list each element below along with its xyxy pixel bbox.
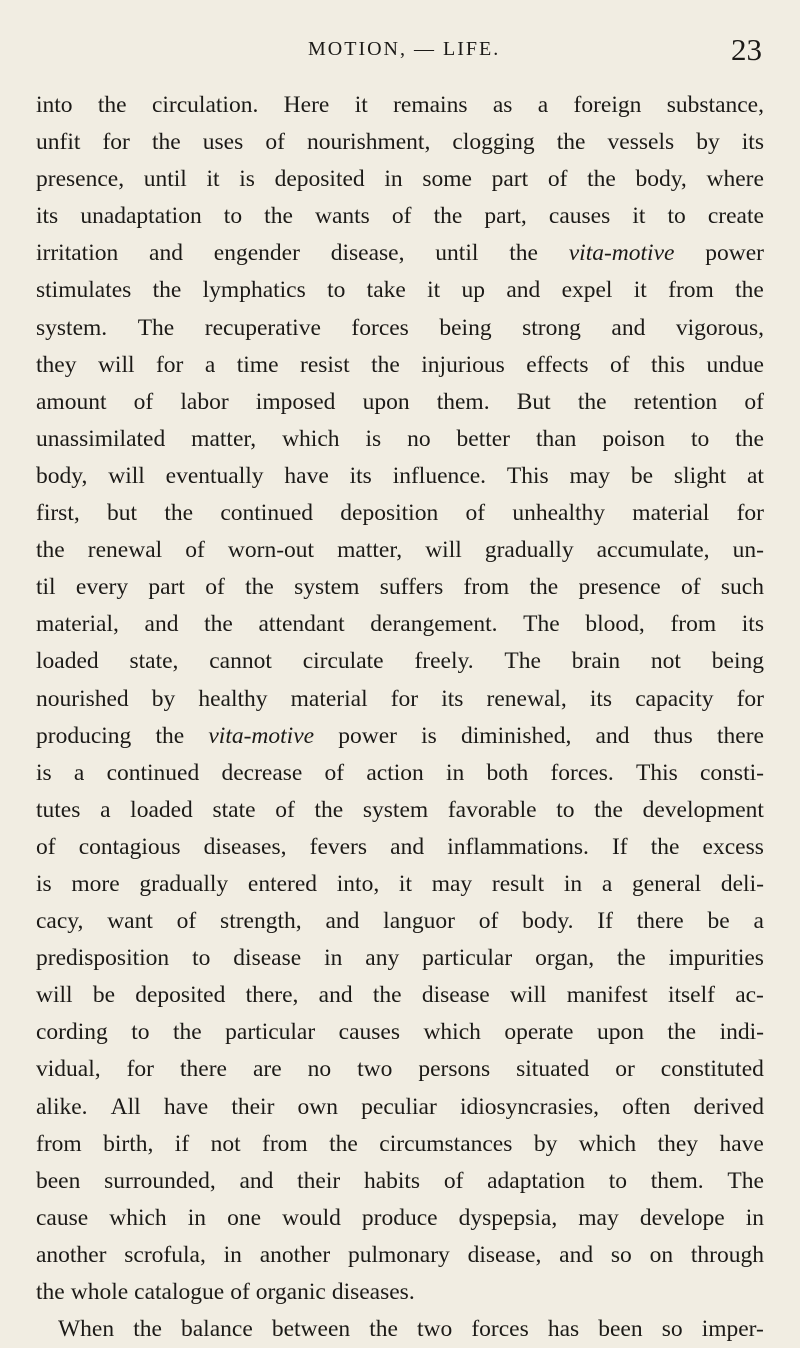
text-line: predisposition to disease in any particular organ, the impurities [36,945,764,972]
text-line: they will for a time resist the injurious effects of this undue [36,351,764,378]
running-head: MOTION, — LIFE. [308,38,501,60]
text-line: material, and the attendant derangement. The blood, from its [36,611,764,638]
text-line: alike. All have their own peculiar idiosyncrasies, often derived [36,1093,764,1120]
text-line: irritation and engender disease, until the vita-motive power [36,240,764,267]
text-line: producing the vita-motive power is diminished, and thus there [36,722,764,749]
text-line: into the circulation. Here it remains as a foreign substance, [36,92,764,118]
text-line: cacy, want of strength, and languor of body. If there be a [36,908,764,935]
text-line: the renewal of worn-out matter, will gradually accumulate, un- [36,537,764,564]
text-line: vidual, for there are no two persons situated or constituted [36,1056,764,1083]
text-line: loaded state, cannot circulate freely. The brain not being [36,648,764,675]
text-line: been surrounded, and their habits of adaptation to them. The [36,1167,764,1194]
text-line: first, but the continued deposition of unhealthy material for [36,500,764,527]
text-line: nourished by healthy material for its renewal, its capacity for [36,685,764,712]
text-line: its unadaptation to the wants of the part, causes it to create [36,203,764,230]
text-line: stimulates the lymphatics to take it up and expel it from the [36,277,764,304]
text-line: cording to the particular causes which operate upon the indi- [36,1019,764,1046]
text-line: unassimilated matter, which is no better than poison to the [36,425,764,452]
text-line: unfit for the uses of nourishment, clogging the vessels by its [36,129,764,156]
text-line: tutes a loaded state of the system favorable to the development [36,796,764,823]
text-line: is more gradually entered into, it may result in a general deli- [36,870,764,897]
text-line: presence, until it is deposited in some part of the body, where [36,166,764,193]
text-line: of contagious diseases, fevers and inflammations. If the excess [36,833,764,860]
text-line: is a continued decrease of action in both forces. This consti- [36,759,764,786]
text-line: amount of labor imposed upon them. But the retention of [36,388,764,415]
text-line: body, will eventually have its influence. This may be slight at [36,462,764,489]
body-text [36,87,764,1348]
text-line: will be deposited there, and the disease will manifest itself ac- [36,982,764,1009]
text-line: the whole catalogue of organic diseases. [36,1279,415,1305]
text-line: til every part of the system suffers from the presence of such [36,574,764,601]
text-line: When the balance between the two forces has been so imper- [58,1316,764,1343]
text-line: cause which in one would produce dyspepsia, may develope in [36,1204,764,1231]
page-number: 23 [731,32,762,67]
text-line: system. The recuperative forces being strong and vigorous, [36,314,764,341]
text-line: from birth, if not from the circumstances by which they have [36,1130,764,1157]
text-line: another scrofula, in another pulmonary disease, and so on through [36,1241,764,1268]
page-header [0,32,800,78]
